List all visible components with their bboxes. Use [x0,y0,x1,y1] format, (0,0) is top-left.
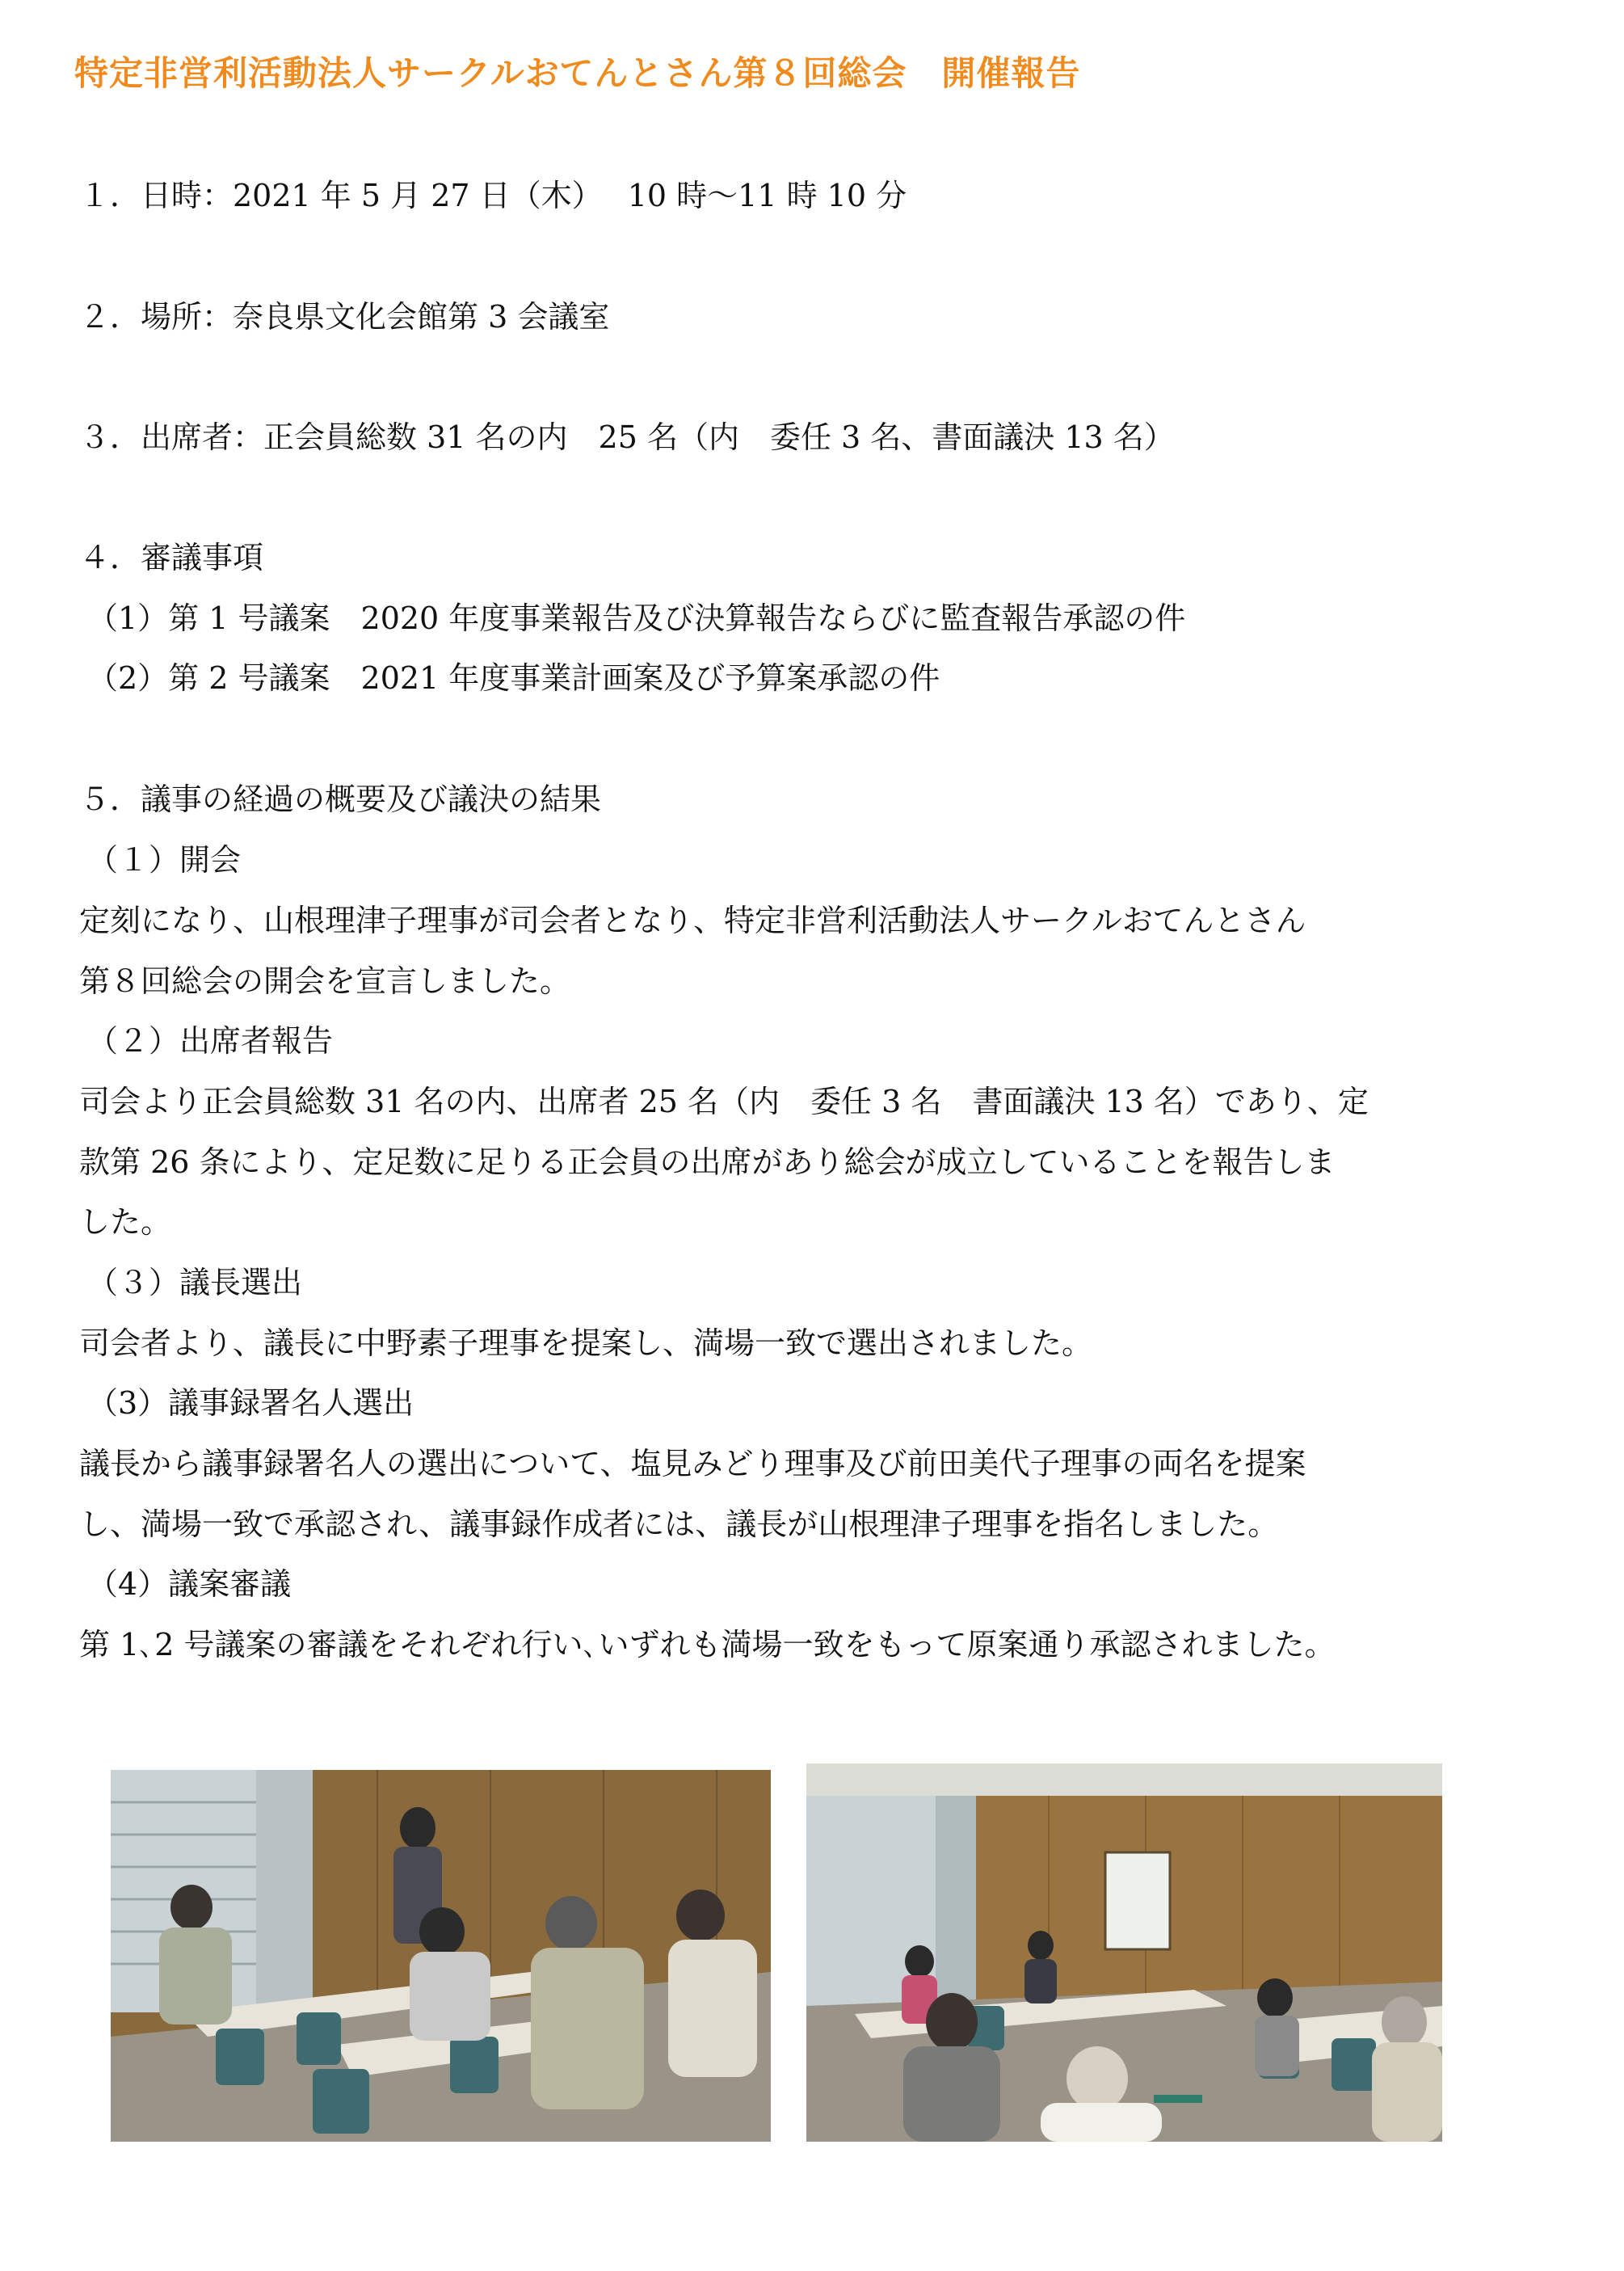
section-text: し、満場一致で承認され、議事録作成者には、議長が山根理津子理事を指名しました。 [79,1506,1279,1542]
document-title: 特定非営利活動法人サークルおてんとさん第８回総会 開催報告 [74,53,1081,93]
section-text: 第 1､2 号議案の審議をそれぞれ行い､いずれも満場一致をもって原案通り承認されました。 [79,1627,1336,1662]
section-heading-chair: （３）議長選出 [87,1265,303,1300]
meeting-photo-1 [111,1770,771,2142]
section-text: した。 [79,1204,172,1240]
section-heading-signatories: （3）議事録署名人選出 [87,1385,414,1421]
section-text: 司会より正会員総数 31 名の内、出席者 25 名（内 委任 3 名 書面議決 13 名）であり、定 [79,1084,1369,1119]
item-place: ２．場所：奈良県文化会館第 3 会議室 [79,299,610,335]
section-text: 議長から議事録署名人の選出について、塩見みどり理事及び前田美代子理事の両名を提案 [79,1446,1306,1481]
meeting-photo-2 [806,1763,1442,2142]
item-datetime: １．日時：2021 年 5 月 27 日（木） 10 時～11 時 10 分 [79,178,907,213]
section-text: 第８回総会の開会を宣言しました。 [79,963,571,999]
agenda-item-1: （1）第 1 号議案 2020 年度事業報告及び決算報告ならびに監査報告承認の件 [87,600,1186,636]
section-text: 款第 26 条により、定足数に足りる正会員の出席があり総会が成立していることを報告しま [79,1144,1336,1180]
section-text: 定刻になり、山根理津子理事が司会者となり、特定非営利活動法人サークルおてんとさん [79,903,1306,938]
section-heading-attendance: （２）出席者報告 [87,1023,334,1059]
item-proceedings-heading: ５．議事の経過の概要及び議決の結果 [79,782,602,817]
section-text: 司会者より、議長に中野素子理事を提案し、満場一致で選出されました。 [79,1325,1093,1361]
section-heading-deliberation: （4）議案審議 [87,1566,292,1602]
section-heading-opening: （１）開会 [87,842,242,878]
item-agenda-heading: ４．審議事項 [79,540,264,575]
agenda-item-2: （2）第 2 号議案 2021 年度事業計画案及び予算案承認の件 [87,660,940,696]
item-attendees: ３．出席者：正会員総数 31 名の内 25 名（内 委任 3 名、書面議決 13 名） [79,419,1175,455]
